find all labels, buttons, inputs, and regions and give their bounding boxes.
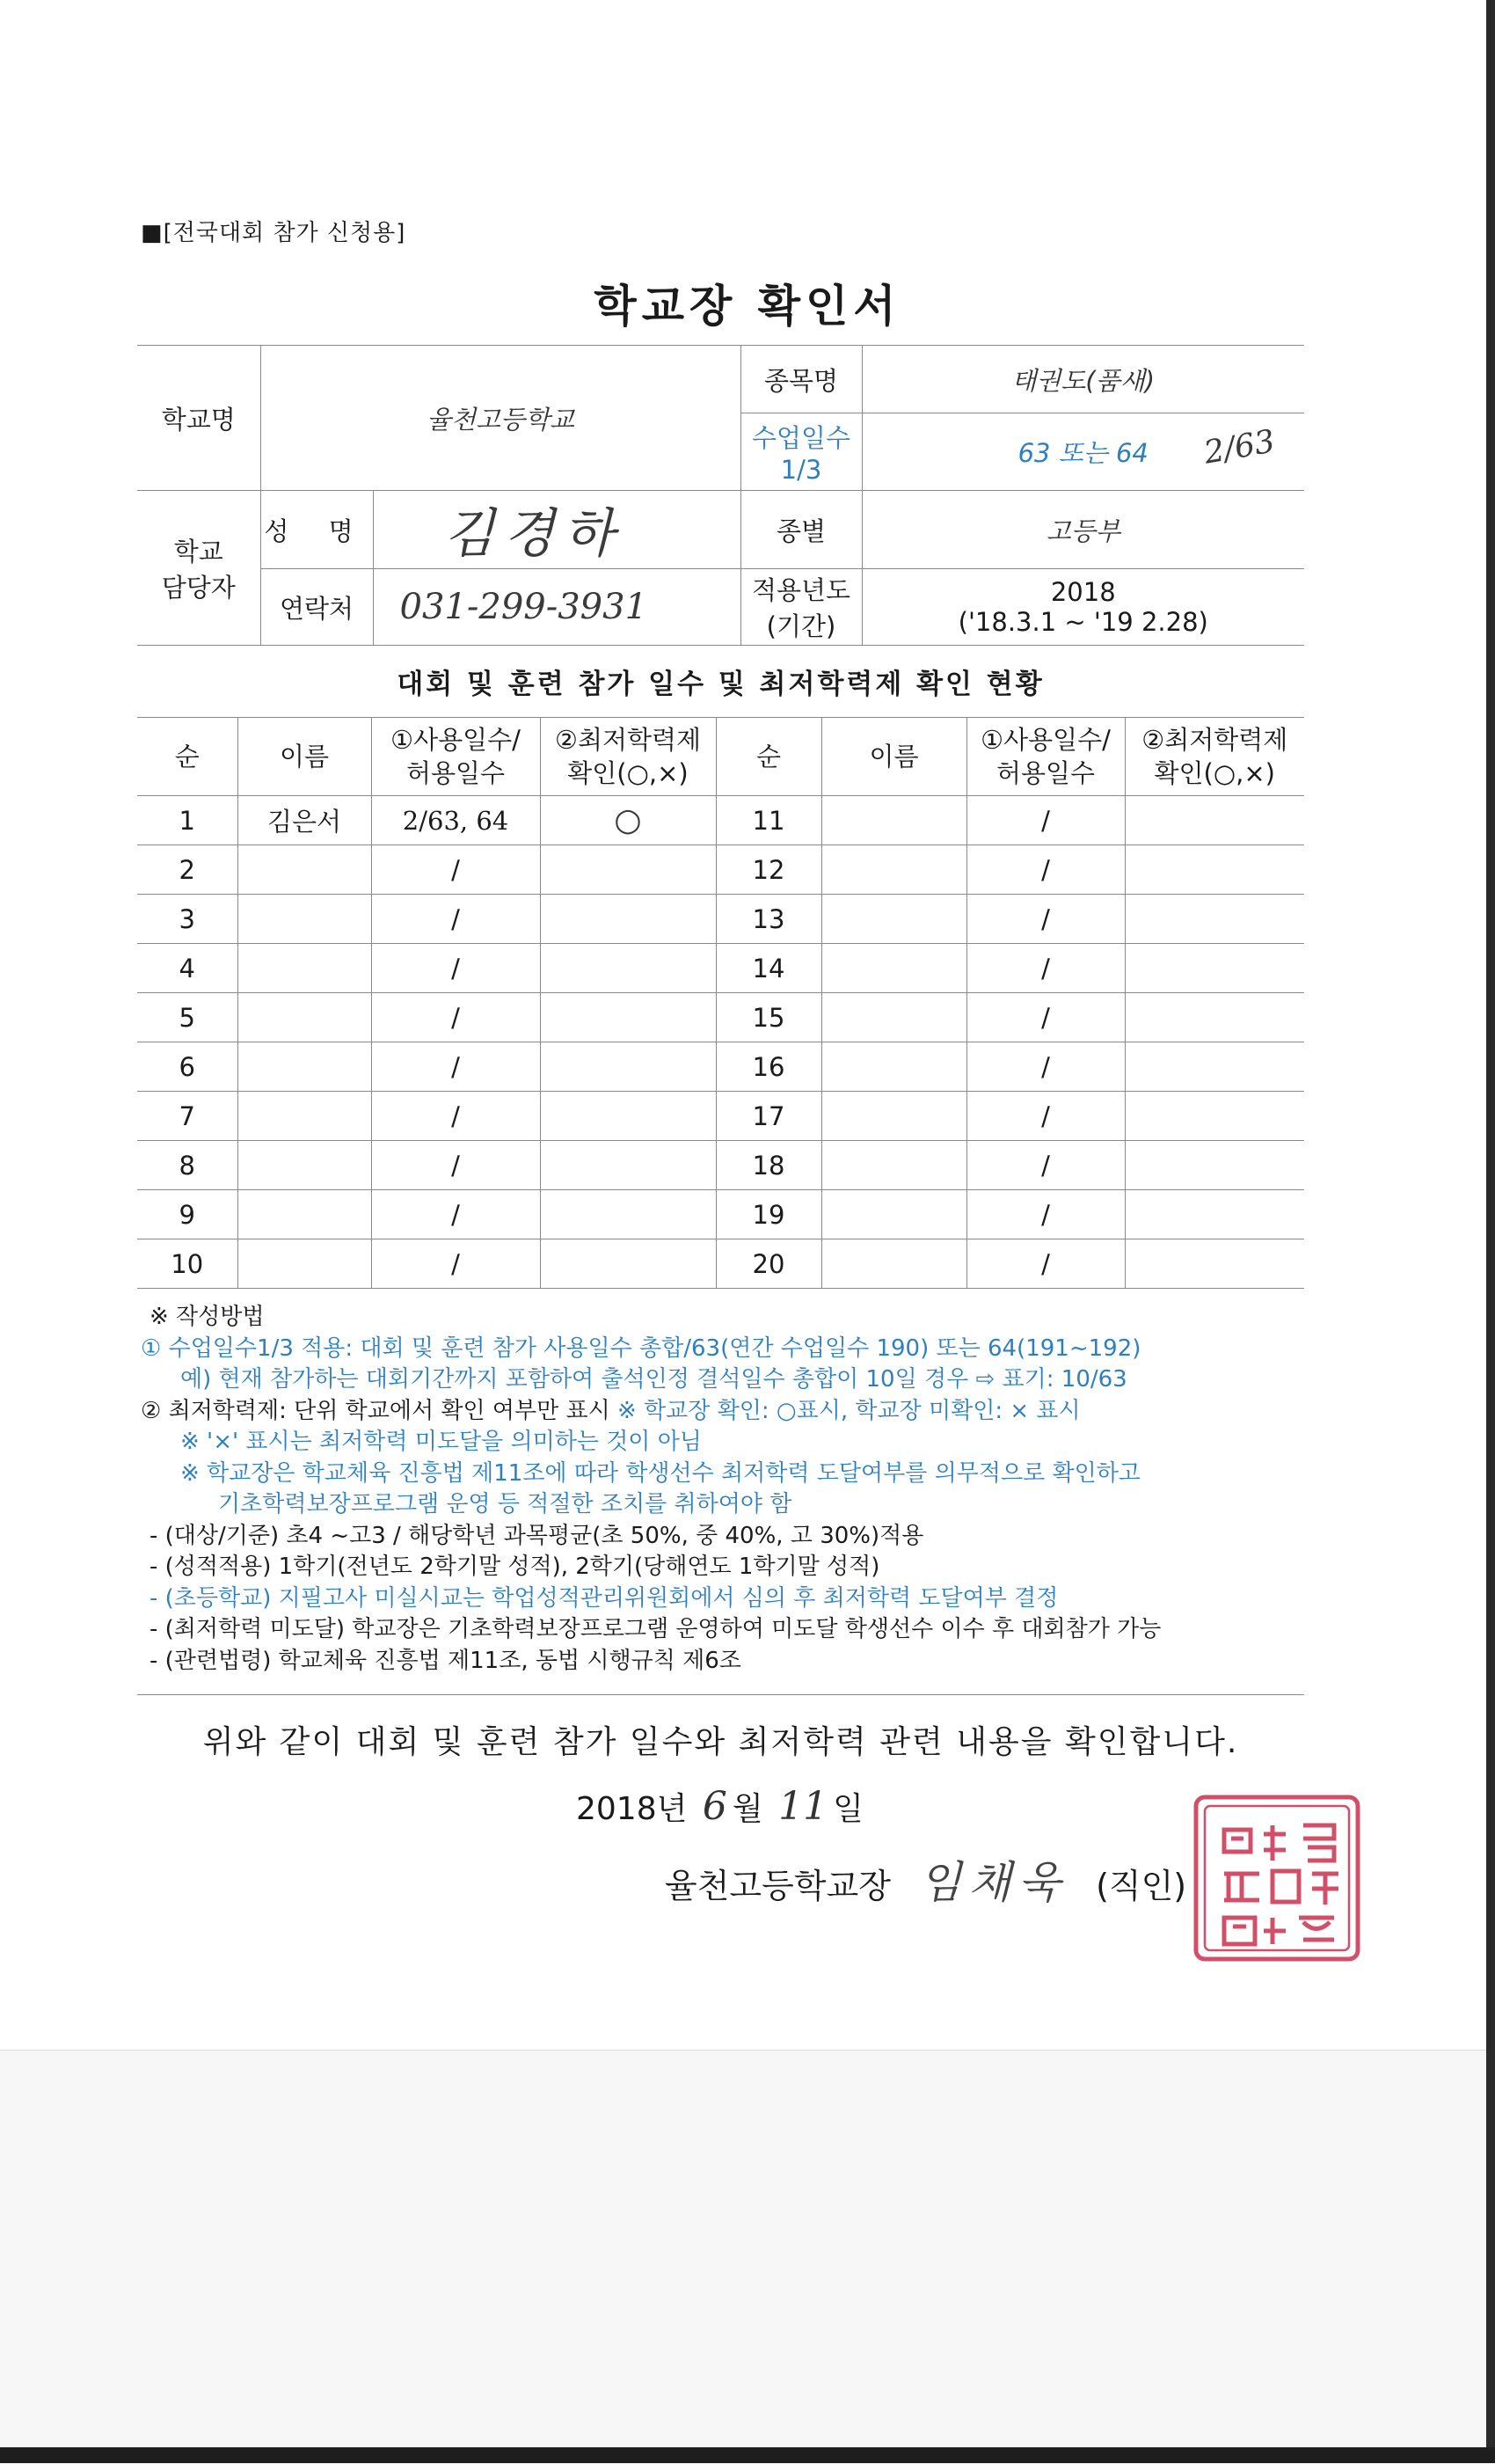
school-name-value: 율천고등학교 [260, 346, 740, 491]
table-row [137, 895, 1304, 944]
row-no: 18 [716, 1141, 821, 1190]
row-name [821, 944, 966, 993]
header-no-left: 순 [137, 718, 237, 796]
year-cell [862, 569, 1304, 646]
school-info-table [137, 345, 1304, 646]
table-header-row [137, 718, 1304, 796]
scan-edge-bottom [0, 2447, 1495, 2463]
row-days: / [966, 1190, 1125, 1239]
row-no: 1 [137, 796, 237, 845]
seal-note: (직인) [1096, 1867, 1187, 1905]
participation-table [137, 717, 1304, 1289]
date-month-handwritten: 6 [702, 1784, 727, 1829]
row-no: 17 [716, 1092, 821, 1141]
row-no: 11 [716, 796, 821, 845]
table-row [137, 1042, 1304, 1092]
row-days: / [371, 1190, 540, 1239]
row-name [821, 845, 966, 895]
detail-1: - (대상/기준) 초4 ~고3 / 해당학년 과목평균(초 50%, 중 40%, 고 30%)적용 [150, 1522, 924, 1549]
row-name [237, 1092, 371, 1141]
table-row [137, 796, 1304, 845]
year-period: ('18.3.1 ~ '19 2.28) [958, 607, 1208, 637]
header-min-line2: 확인(○,×) [1154, 758, 1275, 788]
row-days: / [371, 1042, 540, 1092]
row-no: 6 [137, 1042, 237, 1092]
header-days-left [371, 718, 540, 796]
row-name [821, 895, 966, 944]
division-label: 종별 [740, 491, 862, 569]
row-days: / [966, 1092, 1125, 1141]
header-no-right: 순 [716, 718, 821, 796]
row-no: 2 [137, 845, 237, 895]
row-min-check [1125, 1141, 1304, 1190]
row-name [821, 1042, 966, 1092]
row-no: 10 [137, 1239, 237, 1289]
note-2a-text: ② 최저학력제: 단위 학교에서 확인 여부만 표시 [141, 1397, 618, 1424]
signature-line [665, 1847, 1186, 1911]
instructions [141, 1302, 1319, 1677]
row-min-check [540, 1190, 716, 1239]
date-line [576, 1784, 864, 1829]
row-min-check: ○ [540, 796, 716, 845]
row-days: / [966, 1141, 1125, 1190]
principal-title: 율천고등학교장 [665, 1867, 891, 1905]
header-min-left [540, 718, 716, 796]
header-name-left: 이름 [237, 718, 371, 796]
row-days: / [371, 895, 540, 944]
manager-name-handwritten: 김경하 [373, 491, 740, 569]
school-name-label: 학교명 [137, 346, 260, 491]
row-no: 5 [137, 993, 237, 1042]
row-name [821, 1190, 966, 1239]
row-no: 3 [137, 895, 237, 944]
row-name: 김은서 [237, 796, 371, 845]
row-min-check [1125, 796, 1304, 845]
table-row [137, 1239, 1304, 1289]
detail-3: - (초등학교) 지필고사 미실시교는 학업성적관리위원회에서 심의 후 최저학력 도달여부 결정 [150, 1584, 1059, 1612]
row-name [237, 895, 371, 944]
row-name [821, 796, 966, 845]
date-month-unit: 월 [732, 1791, 763, 1827]
row-no: 8 [137, 1141, 237, 1190]
header-days-line1: ①사용일수/ [981, 725, 1111, 755]
section-heading: 대회 및 훈련 참가 일수 및 최저학력제 확인 현황 [397, 669, 1045, 700]
note-2a [141, 1396, 1319, 1428]
row-days: / [966, 1042, 1125, 1092]
row-no: 12 [716, 845, 821, 895]
notes-divider [137, 1694, 1304, 1695]
row-days: / [371, 845, 540, 895]
date-day-handwritten: 11 [778, 1784, 828, 1829]
row-name [237, 993, 371, 1042]
row-no: 20 [716, 1239, 821, 1289]
date-year: 2018년 [576, 1791, 688, 1827]
table-row [137, 1092, 1304, 1141]
row-days: / [966, 845, 1125, 895]
year-label-line2: (기간) [766, 611, 836, 641]
row-min-check [540, 895, 716, 944]
notes-heading: ※ 작성방법 [150, 1304, 265, 1330]
row-days: / [966, 944, 1125, 993]
table-row [137, 845, 1304, 895]
note-2c: ※ 학교장은 학교체육 진흥법 제11조에 따라 학생선수 최저학력 도달여부를 의무적으로 확인하고 [180, 1459, 1141, 1487]
row-name [237, 1190, 371, 1239]
document-title: 학교장 확인서 [594, 281, 901, 332]
header-days-line2: 허용일수 [995, 758, 1096, 788]
division-value: 고등부 [862, 491, 1304, 569]
row-min-check [540, 845, 716, 895]
detail-2: - (성적적용) 1학기(전년도 2학기말 성적), 2학기(당해연도 1학기말 성적) [150, 1554, 880, 1580]
detail-4: - (최저학력 미도달) 학교장은 기초학력보장프로그램 운영하여 미도달 학생선수 이수 후 대회참가 가능 [150, 1616, 1162, 1642]
row-name [237, 1042, 371, 1092]
header-days-line2: 허용일수 [405, 758, 506, 788]
row-no: 13 [716, 895, 821, 944]
table-row [137, 944, 1304, 993]
row-days: / [966, 1239, 1125, 1289]
event-value: 태권도(품새) [862, 346, 1304, 413]
contact-handwritten: 031-299-3931 [373, 569, 740, 646]
row-min-check [1125, 1092, 1304, 1141]
name-label: 성 명 [260, 491, 373, 569]
row-name [237, 1141, 371, 1190]
row-min-check [1125, 1190, 1304, 1239]
header-min-line1: ②최저학력제 [554, 725, 702, 755]
row-no: 15 [716, 993, 821, 1042]
row-days: / [966, 993, 1125, 1042]
row-name [821, 993, 966, 1042]
row-days: / [371, 993, 540, 1042]
form-purpose-label: ■[전국대회 참가 신청용] [141, 220, 406, 246]
note-2a-blue: ※ 학교장 확인: ○표시, 학교장 미확인: × 표시 [617, 1397, 1081, 1424]
year-value: 2018 [1050, 577, 1116, 607]
row-no: 19 [716, 1190, 821, 1239]
row-days: / [371, 1239, 540, 1289]
header-days-right [966, 718, 1125, 796]
row-min-check [540, 1141, 716, 1190]
event-label: 종목명 [740, 346, 862, 413]
row-min-check [1125, 845, 1304, 895]
table-row [137, 993, 1304, 1042]
manager-label [137, 491, 260, 646]
table-row [137, 1141, 1304, 1190]
row-min-check [540, 993, 716, 1042]
school-days-label-line1: 수업일수 [751, 423, 851, 453]
row-name [237, 1239, 371, 1289]
row-min-check [1125, 993, 1304, 1042]
row-name [821, 1141, 966, 1190]
row-name [821, 1092, 966, 1141]
header-name-right: 이름 [821, 718, 966, 796]
row-min-check [540, 944, 716, 993]
school-days-handwritten: 2/63 [1200, 423, 1278, 472]
row-days: / [966, 895, 1125, 944]
row-min-check [540, 1239, 716, 1289]
header-min-right [1125, 718, 1304, 796]
note-1b: 예) 현재 참가하는 대회기간까지 포함하여 출석인정 결석일수 총합이 10일 경우 ⇨ 표기: 10/63 [180, 1366, 1127, 1393]
confirmation-statement: 위와 같이 대회 및 훈련 참가 일수와 최저학력 관련 내용을 확인합니다. [202, 1724, 1239, 1760]
official-seal-stamp [1189, 1790, 1365, 1966]
row-min-check [1125, 1239, 1304, 1289]
row-days: / [371, 1092, 540, 1141]
row-days: / [966, 796, 1125, 845]
scan-lower-margin [0, 2050, 1495, 2464]
row-name [821, 1239, 966, 1289]
row-days: / [371, 944, 540, 993]
school-days-label-line2: 1/3 [780, 455, 822, 485]
school-days-label [740, 413, 862, 491]
row-min-check [1125, 895, 1304, 944]
header-min-line2: 확인(○,×) [567, 758, 689, 788]
row-min-check [540, 1092, 716, 1141]
row-days: 2/63, 64 [371, 796, 540, 845]
note-2d: 기초학력보장프로그램 운영 등 적절한 조치를 취하여야 함 [218, 1491, 792, 1517]
row-no: 14 [716, 944, 821, 993]
row-min-check [540, 1042, 716, 1092]
row-min-check [1125, 944, 1304, 993]
school-days-cell [862, 413, 1304, 491]
detail-5: - (관련법령) 학교체육 진흥법 제11조, 동법 시행규칙 제6조 [150, 1647, 741, 1674]
scan-edge-right [1486, 0, 1495, 2463]
header-days-line1: ①사용일수/ [390, 725, 521, 755]
contact-label: 연락처 [260, 569, 373, 646]
manager-label-line2: 담당자 [161, 572, 236, 603]
row-days: / [371, 1141, 540, 1190]
row-no: 7 [137, 1092, 237, 1141]
year-label-line1: 적용년도 [751, 575, 851, 605]
row-no: 16 [716, 1042, 821, 1092]
table-row [137, 1190, 1304, 1239]
row-min-check [1125, 1042, 1304, 1092]
row-no: 9 [137, 1190, 237, 1239]
note-2b: ※ '×' 표시는 최저학력 미도달을 의미하는 것이 아님 [180, 1429, 702, 1455]
principal-signature-handwritten: 임채욱 [919, 1857, 1068, 1908]
school-days-value: 63 또는 64 [1017, 438, 1149, 468]
manager-label-line1: 학교 [173, 536, 223, 567]
note-1a: ① 수업일수1/3 적용: 대회 및 훈련 참가 사용일수 총합/63(연간 수업일수 190) 또는 64(191~192) [141, 1334, 1141, 1362]
row-name [237, 944, 371, 993]
date-day-unit: 일 [833, 1791, 864, 1827]
header-min-line1: ②최저학력제 [1141, 725, 1288, 755]
year-label [740, 569, 862, 646]
row-no: 4 [137, 944, 237, 993]
row-name [237, 845, 371, 895]
